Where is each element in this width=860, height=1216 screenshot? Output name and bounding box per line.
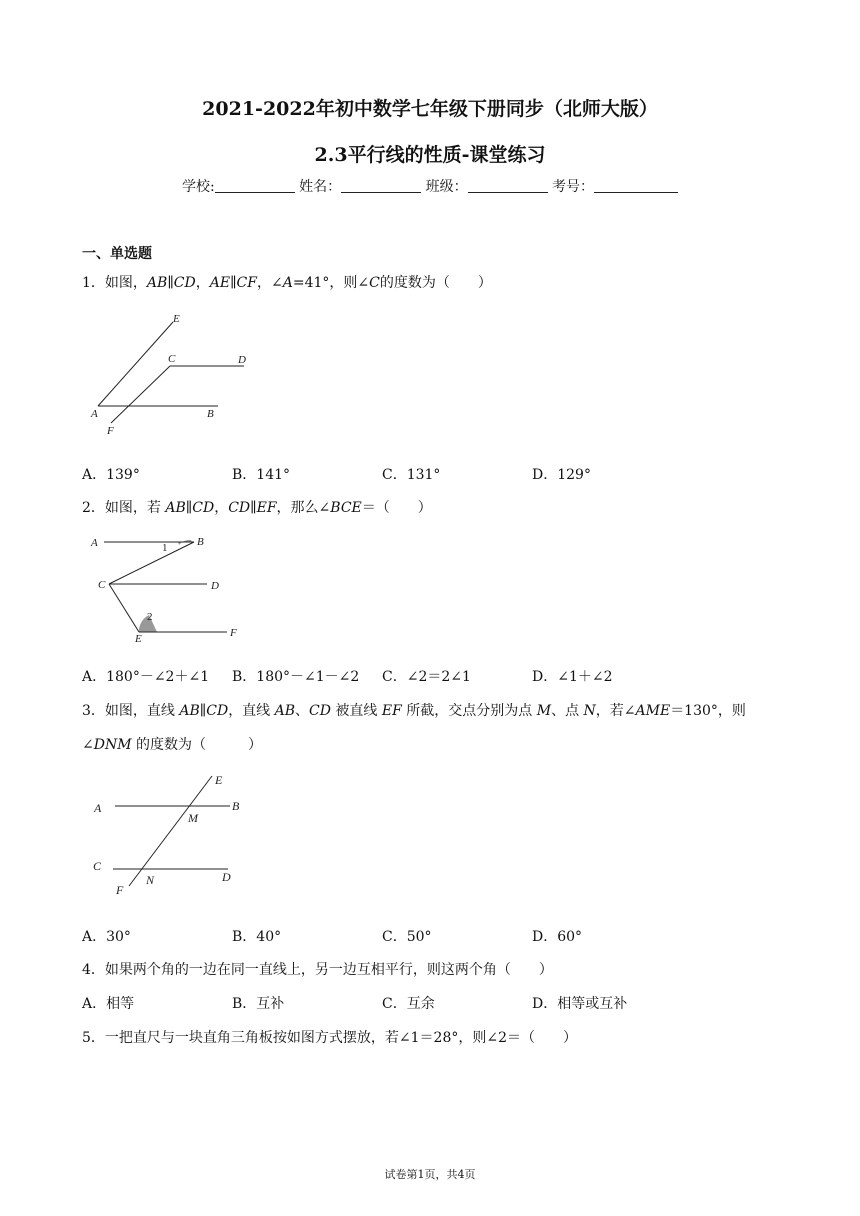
- question-5: 5．一把直尺与一块直角三角板按如图方式摆放，若∠1＝28°，则∠2＝（ ）: [82, 1030, 578, 1046]
- label-b: B: [197, 536, 204, 548]
- class-label: 班级：: [425, 179, 468, 195]
- section-heading: 一、单选题: [82, 246, 152, 262]
- name-blank: [341, 178, 421, 193]
- label-b: B: [232, 799, 240, 813]
- school-label: 学校:: [181, 179, 215, 195]
- page-subtitle: 2.3平行线的性质-课堂练习: [314, 144, 546, 166]
- line-ae: [98, 322, 173, 406]
- q2-option-b[interactable]: B．180°－∠1－∠2: [232, 669, 360, 685]
- question-2: 2．如图，若 AB∥CD，CD∥EF，那么∠BCE＝（ ）: [82, 500, 432, 516]
- q1-option-c[interactable]: C．131°: [382, 467, 441, 483]
- label-b: B: [207, 408, 214, 420]
- q2-figure: [82, 528, 262, 648]
- label-c: C: [168, 353, 176, 365]
- label-c: C: [98, 579, 106, 591]
- q4-option-a[interactable]: A．相等: [82, 996, 135, 1012]
- name-label: 姓名：: [299, 179, 342, 195]
- q4-option-d[interactable]: D．相等或互补: [532, 996, 628, 1012]
- q2-option-a[interactable]: A．180°－∠2＋∠1: [82, 669, 210, 685]
- page-title: 2021-2022年初中数学七年级下册同步（北师大版）: [202, 98, 658, 120]
- q1-option-d[interactable]: D．129°: [532, 467, 591, 483]
- label-d: D: [222, 870, 231, 884]
- label-f: F: [116, 883, 124, 897]
- label-angle-1: 1: [162, 542, 168, 554]
- label-e: E: [135, 633, 142, 645]
- label-f: F: [230, 627, 237, 639]
- q1-option-b[interactable]: B．141°: [232, 467, 291, 483]
- label-c: C: [93, 859, 102, 873]
- q2-option-d[interactable]: D．∠1＋∠2: [532, 669, 613, 685]
- q4-option-b[interactable]: B．互补: [232, 996, 285, 1012]
- line-ce: [109, 584, 139, 632]
- label-n: N: [146, 873, 155, 887]
- label-a: A: [94, 801, 102, 815]
- question-1: 1．如图，AB∥CD，AE∥CF，∠A=41°，则∠C的度数为（ ）: [82, 275, 492, 291]
- class-blank: [468, 178, 548, 193]
- label-a: A: [91, 408, 98, 420]
- q1-option-a[interactable]: A．139°: [82, 467, 140, 483]
- q3-figure: [82, 770, 252, 900]
- exam-no-blank: [594, 178, 678, 193]
- q3-option-d[interactable]: D．60°: [532, 929, 583, 945]
- label-f: F: [107, 425, 114, 437]
- label-m: M: [188, 811, 198, 825]
- label-e: E: [173, 313, 180, 325]
- exam-no-label: 考号：: [552, 179, 595, 195]
- label-d: D: [211, 580, 219, 592]
- q3-option-a[interactable]: A．30°: [82, 929, 131, 945]
- label-a: A: [91, 537, 98, 549]
- question-3-line-1: 3．如图，直线 AB∥CD，直线 AB、CD 被直线 EF 所截，交点分别为点 M、点 N，若∠AME＝130°，则: [82, 703, 746, 719]
- school-blank: [215, 178, 295, 193]
- line-cf: [111, 366, 170, 423]
- q1-figure: [82, 305, 262, 440]
- line-bc: [109, 542, 194, 584]
- label-d: D: [238, 354, 246, 366]
- q3-option-c[interactable]: C．50°: [382, 929, 432, 945]
- q3-option-b[interactable]: B．40°: [232, 929, 282, 945]
- label-e: E: [215, 773, 223, 787]
- q2-option-c[interactable]: C．∠2＝2∠1: [382, 669, 471, 685]
- page-footer: 试卷第1页，共4页: [384, 1168, 476, 1181]
- question-4: 4．如果两个角的一边在同一直线上，另一边互相平行，则这两个角（ ）: [82, 962, 553, 978]
- student-info-line: [0, 176, 860, 196]
- question-3-line-2: ∠DNM 的度数为（ ）: [82, 737, 262, 753]
- q4-option-c[interactable]: C．互余: [382, 996, 435, 1012]
- label-angle-2: 2: [147, 611, 153, 623]
